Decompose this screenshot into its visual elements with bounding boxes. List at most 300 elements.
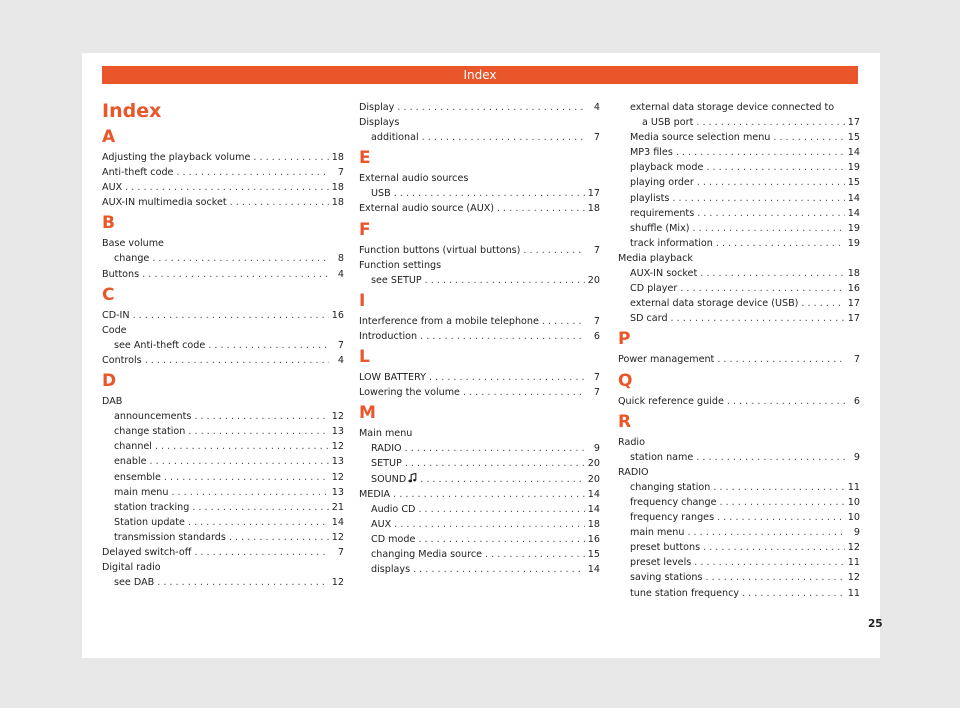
index-entry: [102, 560, 344, 575]
index-entry-text: Interference from a mobile telephone: [359, 315, 539, 327]
index-entry: [618, 540, 860, 555]
index-entry-term: [114, 485, 168, 500]
index-entry: [618, 435, 860, 450]
dot-leader: [418, 532, 584, 547]
index-entry-term: [359, 370, 426, 385]
index-entry: [359, 517, 600, 532]
index-entry-term: [630, 102, 834, 113]
index-entry-text: Delayed switch-off: [102, 546, 192, 558]
index-entry-page: 12: [847, 542, 860, 554]
index-entry-term: [359, 173, 468, 184]
index-entry-text: channel: [114, 441, 152, 453]
dot-leader: [719, 495, 844, 510]
dot-leader: [727, 394, 845, 409]
dot-leader: [194, 409, 328, 424]
index-entry-term: [630, 570, 702, 585]
index-entry: [102, 394, 344, 409]
dot-leader: [693, 221, 845, 236]
index-entry: [359, 329, 600, 344]
index-entry-text: DAB: [102, 396, 123, 408]
dot-leader: [773, 130, 844, 145]
index-entry-text: SETUP: [371, 458, 402, 470]
index-entry: [618, 570, 860, 585]
index-entry-term: [618, 467, 649, 478]
index-entry-page: 18: [331, 152, 344, 163]
index-entry: [359, 171, 600, 186]
index-entry: [102, 515, 344, 530]
index-entry-page: 21: [331, 501, 344, 513]
index-entry-page: 7: [593, 372, 600, 384]
index-entry: [359, 472, 600, 487]
dot-leader: [194, 545, 329, 560]
index-entry-term: [630, 495, 716, 510]
index-entry: [102, 150, 344, 165]
index-entry: [359, 314, 600, 329]
index-entry-term: [371, 532, 415, 547]
index-entry-term: [114, 424, 185, 439]
index-entry-text: MP3 files: [630, 147, 673, 159]
index-entry-text: external data storage device (USB): [630, 298, 799, 310]
index-entry-term: [618, 394, 724, 409]
index-entry: [359, 186, 600, 201]
dot-leader: [125, 180, 329, 195]
index-letter-heading: C: [102, 284, 115, 305]
index-entry-term: [630, 586, 739, 601]
index-entry-text: shuffle (Mix): [630, 222, 690, 234]
index-entry: [102, 500, 344, 515]
index-entry: [359, 547, 600, 562]
dot-leader: [418, 502, 584, 517]
index-entry-term: [630, 206, 694, 221]
index-entry-page: 7: [853, 354, 860, 366]
index-entry-page: 18: [331, 197, 344, 209]
dot-leader: [696, 115, 844, 130]
index-entry: [618, 236, 860, 251]
index-entry-text: frequency change: [630, 496, 717, 508]
index-entry-page: 12: [331, 531, 344, 543]
index-entry: [359, 273, 600, 288]
index-entry-page: 19: [847, 237, 860, 249]
index-entry-term: [371, 130, 419, 145]
index-entry-page: 9: [853, 451, 860, 463]
index-entry-page: 13: [331, 486, 344, 498]
index-entry: [359, 441, 600, 456]
index-entry-page: 20: [587, 473, 600, 485]
index-entry-term: [630, 266, 697, 281]
dot-leader: [425, 273, 585, 288]
dot-leader: [176, 165, 329, 180]
dot-leader: [152, 251, 329, 266]
index-entry: [618, 281, 860, 296]
index-letter-heading: L: [359, 347, 370, 368]
index-entry: [618, 394, 860, 409]
index-entry-page: 14: [587, 564, 600, 576]
dot-leader: [703, 540, 845, 555]
index-letter-heading: A: [102, 127, 116, 147]
dot-leader: [696, 450, 845, 465]
index-entry-text: Buttons: [102, 268, 140, 280]
index-entry-term: [630, 281, 677, 296]
index-entry-text: SOUND: [371, 473, 407, 485]
index-entry-term: [359, 487, 390, 502]
index-column-2: [359, 100, 600, 577]
index-entry-text: change station: [114, 426, 186, 438]
index-entry-term: [102, 150, 250, 165]
index-entry-text: Displays: [359, 117, 400, 129]
index-entry-text: playback mode: [630, 162, 704, 174]
index-entry-text: Anti-theft code: [102, 167, 174, 179]
index-entry: [359, 487, 600, 502]
index-entry-text: Radio: [618, 436, 645, 448]
index-entry-term: [630, 480, 710, 495]
index-letter-heading: F: [359, 219, 371, 240]
index-letter-heading: I: [359, 290, 366, 311]
index-entry-term: [630, 221, 690, 236]
index-entry-text: AUX: [371, 518, 392, 530]
index-entry-text: Audio CD: [371, 503, 416, 515]
index-entry-text: change: [114, 253, 150, 265]
index-entry-page: 7: [337, 546, 344, 558]
index-entry: [359, 243, 600, 258]
dot-leader: [497, 201, 585, 216]
index-entry-page: 6: [853, 395, 860, 407]
index-entry-text: see DAB: [114, 577, 155, 589]
index-entry: [102, 323, 344, 338]
index-entry-term: [630, 175, 694, 190]
index-entry: [618, 465, 860, 480]
index-entry-page: 19: [847, 162, 860, 174]
index-entry: [359, 426, 600, 441]
dot-leader: [420, 329, 585, 344]
index-entry-text: frequency ranges: [630, 512, 715, 524]
index-entry-page: 4: [337, 268, 344, 280]
index-entry: [102, 454, 344, 469]
dot-leader: [164, 470, 329, 485]
dot-leader: [145, 353, 329, 368]
index-entry-term: [630, 160, 703, 175]
index-entry: [618, 221, 860, 236]
page-title: Index: [102, 100, 162, 122]
dot-leader: [687, 525, 845, 540]
index-entry-term: [630, 555, 691, 570]
index-entry-page: 15: [587, 548, 600, 560]
index-entry-term: [371, 562, 410, 577]
index-entry-term: [102, 180, 122, 195]
index-entry-term: [371, 502, 415, 517]
index-entry: [618, 586, 860, 601]
index-entry-page: 15: [847, 132, 860, 144]
index-entry: [359, 258, 600, 273]
index-entry-term: [630, 130, 770, 145]
dot-leader: [208, 338, 329, 353]
index-entry-page: 17: [847, 313, 860, 325]
index-entry-text: displays: [371, 564, 411, 576]
index-entry-term: [102, 325, 127, 336]
index-entry: [618, 510, 860, 525]
index-entry-text: Function buttons (virtual buttons): [359, 244, 521, 256]
index-entry-text: Media playback: [618, 252, 693, 264]
index-entry-text: transmission standards: [114, 531, 226, 543]
index-entry-text: CD player: [630, 283, 678, 295]
index-entry-term: [114, 530, 226, 545]
index-entry: [102, 353, 344, 368]
dot-leader: [229, 530, 329, 545]
index-entry-text: see Anti-theft code: [114, 339, 206, 351]
index-entry-term: [630, 450, 693, 465]
index-entry: [359, 100, 600, 115]
index-entry-text: Introduction: [359, 330, 418, 342]
index-entry-text: Media source selection menu: [630, 132, 771, 144]
index-entry-page: 12: [331, 471, 344, 483]
index-entry: [618, 175, 860, 190]
dot-leader: [230, 195, 329, 210]
index-entry-page: 14: [847, 147, 860, 159]
dot-leader: [801, 296, 844, 311]
music-note-icon: [408, 473, 417, 483]
index-entry-term: [114, 454, 147, 469]
dot-leader: [672, 191, 844, 206]
index-entry-page: 9: [593, 443, 600, 455]
dot-leader: [676, 145, 845, 160]
index-entry-text: Power management: [618, 354, 715, 366]
index-entry-page: 12: [847, 572, 860, 584]
index-entry: [102, 267, 344, 282]
index-entry: [618, 525, 860, 540]
dot-leader: [157, 575, 329, 590]
dot-leader: [713, 480, 844, 495]
index-entry-text: CD-IN: [102, 309, 130, 321]
index-entry: [102, 439, 344, 454]
index-entry-text: requirements: [630, 207, 695, 219]
index-entry-page: 19: [847, 222, 860, 234]
index-entry-page: 14: [587, 503, 600, 515]
section-header-bar: [102, 66, 858, 84]
index-entry-term: [359, 201, 494, 216]
index-entry-term: [630, 145, 673, 160]
index-entry-page: 18: [587, 203, 600, 215]
index-entry-term: [114, 409, 191, 424]
index-entry-page: 20: [587, 458, 600, 470]
index-entry-text: main menu: [630, 527, 685, 539]
index-entry-page: 20: [587, 274, 600, 286]
index-entry: [359, 370, 600, 385]
index-entry-term: [630, 191, 669, 206]
index-entry: [359, 502, 600, 517]
index-entry: [359, 562, 600, 577]
index-entry: [102, 180, 344, 195]
index-entry-page: 7: [593, 387, 600, 399]
index-entry-page: 14: [847, 207, 860, 219]
dot-leader: [171, 485, 328, 500]
page-number: 25: [868, 618, 883, 630]
index-entry-term: [630, 311, 668, 326]
index-entry: [102, 308, 344, 323]
index-entry: [618, 191, 860, 206]
index-entry-page: 18: [847, 268, 860, 280]
index-entry-term: [371, 472, 417, 487]
index-entry-text: playlists: [630, 192, 670, 204]
index-entry-term: [102, 267, 139, 282]
index-entry: [618, 352, 860, 367]
index-entry-term: [102, 165, 173, 180]
index-entry: [102, 485, 344, 500]
index-entry-text: track information: [630, 237, 713, 249]
index-entry-page: 10: [847, 496, 860, 508]
index-entry: [618, 206, 860, 221]
index-entry-term: [359, 243, 520, 258]
index-entry: [102, 195, 344, 210]
index-entry-text: Quick reference guide: [618, 395, 724, 407]
dot-leader: [405, 456, 585, 471]
index-entry-term: [114, 500, 189, 515]
index-entry-page: 7: [593, 132, 600, 144]
index-entry-page: 11: [847, 481, 860, 493]
index-entry-text: External audio sources: [359, 173, 469, 185]
index-entry: [102, 545, 344, 560]
index-letter-heading: E: [359, 148, 371, 169]
index-entry: [102, 424, 344, 439]
index-entry-text: MEDIA: [359, 488, 391, 500]
index-letter-heading: Q: [618, 370, 633, 391]
dot-leader: [188, 515, 329, 530]
index-entry-page: 16: [331, 309, 344, 321]
index-entry-text: RADIO: [618, 466, 649, 478]
index-entry-term: [102, 195, 227, 210]
index-entry-text: AUX-IN socket: [630, 268, 698, 280]
index-entry: [359, 201, 600, 216]
index-column-3: [618, 100, 860, 601]
dot-leader: [485, 547, 585, 562]
index-entry-term: [114, 251, 149, 266]
index-entry-text: playing order: [630, 177, 694, 189]
index-entry-text: main menu: [114, 486, 169, 498]
index-entry-term: [371, 517, 391, 532]
index-entry: [618, 311, 860, 326]
index-entry-term: [630, 296, 798, 311]
index-entry-page: 11: [847, 557, 860, 569]
index-entry-page: 7: [593, 244, 600, 256]
index-entry-term: [359, 385, 460, 400]
index-entry-text: see SETUP: [371, 274, 422, 286]
index-letter-heading: P: [618, 329, 631, 350]
index-entry-text: additional: [371, 132, 419, 144]
dot-leader: [706, 160, 844, 175]
index-entry-term: [630, 525, 684, 540]
dot-leader: [700, 266, 845, 281]
index-entry: [359, 532, 600, 547]
index-entry-page: 16: [847, 283, 860, 295]
index-letter-heading: D: [102, 371, 117, 392]
dot-leader: [405, 441, 585, 456]
index-entry-page: 10: [847, 512, 860, 524]
index-entry-page: 13: [331, 456, 344, 468]
index-entry-text: Digital radio: [102, 562, 161, 574]
index-entry-text: enable: [114, 456, 147, 468]
index-column-1: [102, 100, 344, 590]
index-entry: [102, 236, 344, 251]
index-entry: [102, 338, 344, 353]
index-entry-page: 17: [587, 188, 600, 200]
dot-leader: [742, 586, 845, 601]
dot-leader: [397, 100, 585, 115]
index-entry: [618, 555, 860, 570]
dot-leader: [393, 487, 585, 502]
dot-leader: [694, 555, 845, 570]
dot-leader: [142, 267, 329, 282]
dot-leader: [717, 510, 845, 525]
index-entry-text: changing station: [630, 481, 711, 493]
index-entry-page: 18: [587, 518, 600, 530]
index-entry-text: saving stations: [630, 572, 703, 584]
index-entry: [618, 266, 860, 281]
index-entry-term: [114, 575, 154, 590]
index-entry-text: SD card: [630, 313, 668, 325]
index-entry-text: LOW BATTERY: [359, 372, 427, 384]
index-entry: [618, 115, 860, 130]
index-entry: [618, 450, 860, 465]
index-entry-page: 12: [331, 577, 344, 589]
index-entry-term: [359, 260, 441, 271]
index-entry: [618, 495, 860, 510]
dot-leader: [253, 150, 328, 165]
index-entry-term: [642, 115, 693, 130]
dot-leader: [155, 439, 329, 454]
index-entry: [618, 480, 860, 495]
index-entry: [618, 130, 860, 145]
index-entry-term: [114, 338, 205, 353]
index-entry: [618, 251, 860, 266]
index-entry-term: [630, 540, 700, 555]
index-entry-term: [359, 428, 412, 439]
index-entry: [618, 100, 860, 115]
index-entry-page: 13: [331, 426, 344, 438]
index-entry-page: 7: [337, 339, 344, 351]
index-entry-text: Display: [359, 102, 395, 113]
index-entry-text: ensemble: [114, 471, 161, 483]
index-entry-page: 14: [847, 192, 860, 204]
index-entry-text: station name: [630, 451, 694, 463]
index-entry-page: 4: [337, 354, 344, 366]
index-entry-term: [371, 273, 422, 288]
index-entry-text: RADIO: [371, 443, 402, 455]
index-entry-term: [630, 510, 714, 525]
dot-leader: [717, 352, 845, 367]
dot-leader: [422, 130, 585, 145]
index-entry-page: 18: [331, 182, 344, 194]
index-entry-text: Controls: [102, 354, 142, 366]
index-entry: [359, 456, 600, 471]
index-entry-page: 16: [587, 533, 600, 545]
dot-leader: [542, 314, 585, 329]
index-entry-term: [618, 352, 714, 367]
index-entry-page: 17: [847, 298, 860, 310]
index-entry-page: 9: [853, 527, 860, 539]
dot-leader: [716, 236, 845, 251]
index-entry-term: [359, 117, 399, 128]
index-entry-term: [359, 329, 417, 344]
index-entry-text: AUX-IN multimedia socket: [102, 197, 227, 209]
index-entry-page: 7: [593, 315, 600, 327]
index-entry: [618, 145, 860, 160]
index-entry-term: [102, 545, 191, 560]
index-entry-text: AUX: [102, 182, 123, 194]
dot-leader: [394, 517, 585, 532]
index-entry-text: Adjusting the playback volume: [102, 152, 251, 163]
index-entry: [102, 165, 344, 180]
index-entry-term: [102, 308, 130, 323]
index-entry: [102, 575, 344, 590]
index-letter-heading: B: [102, 213, 115, 234]
